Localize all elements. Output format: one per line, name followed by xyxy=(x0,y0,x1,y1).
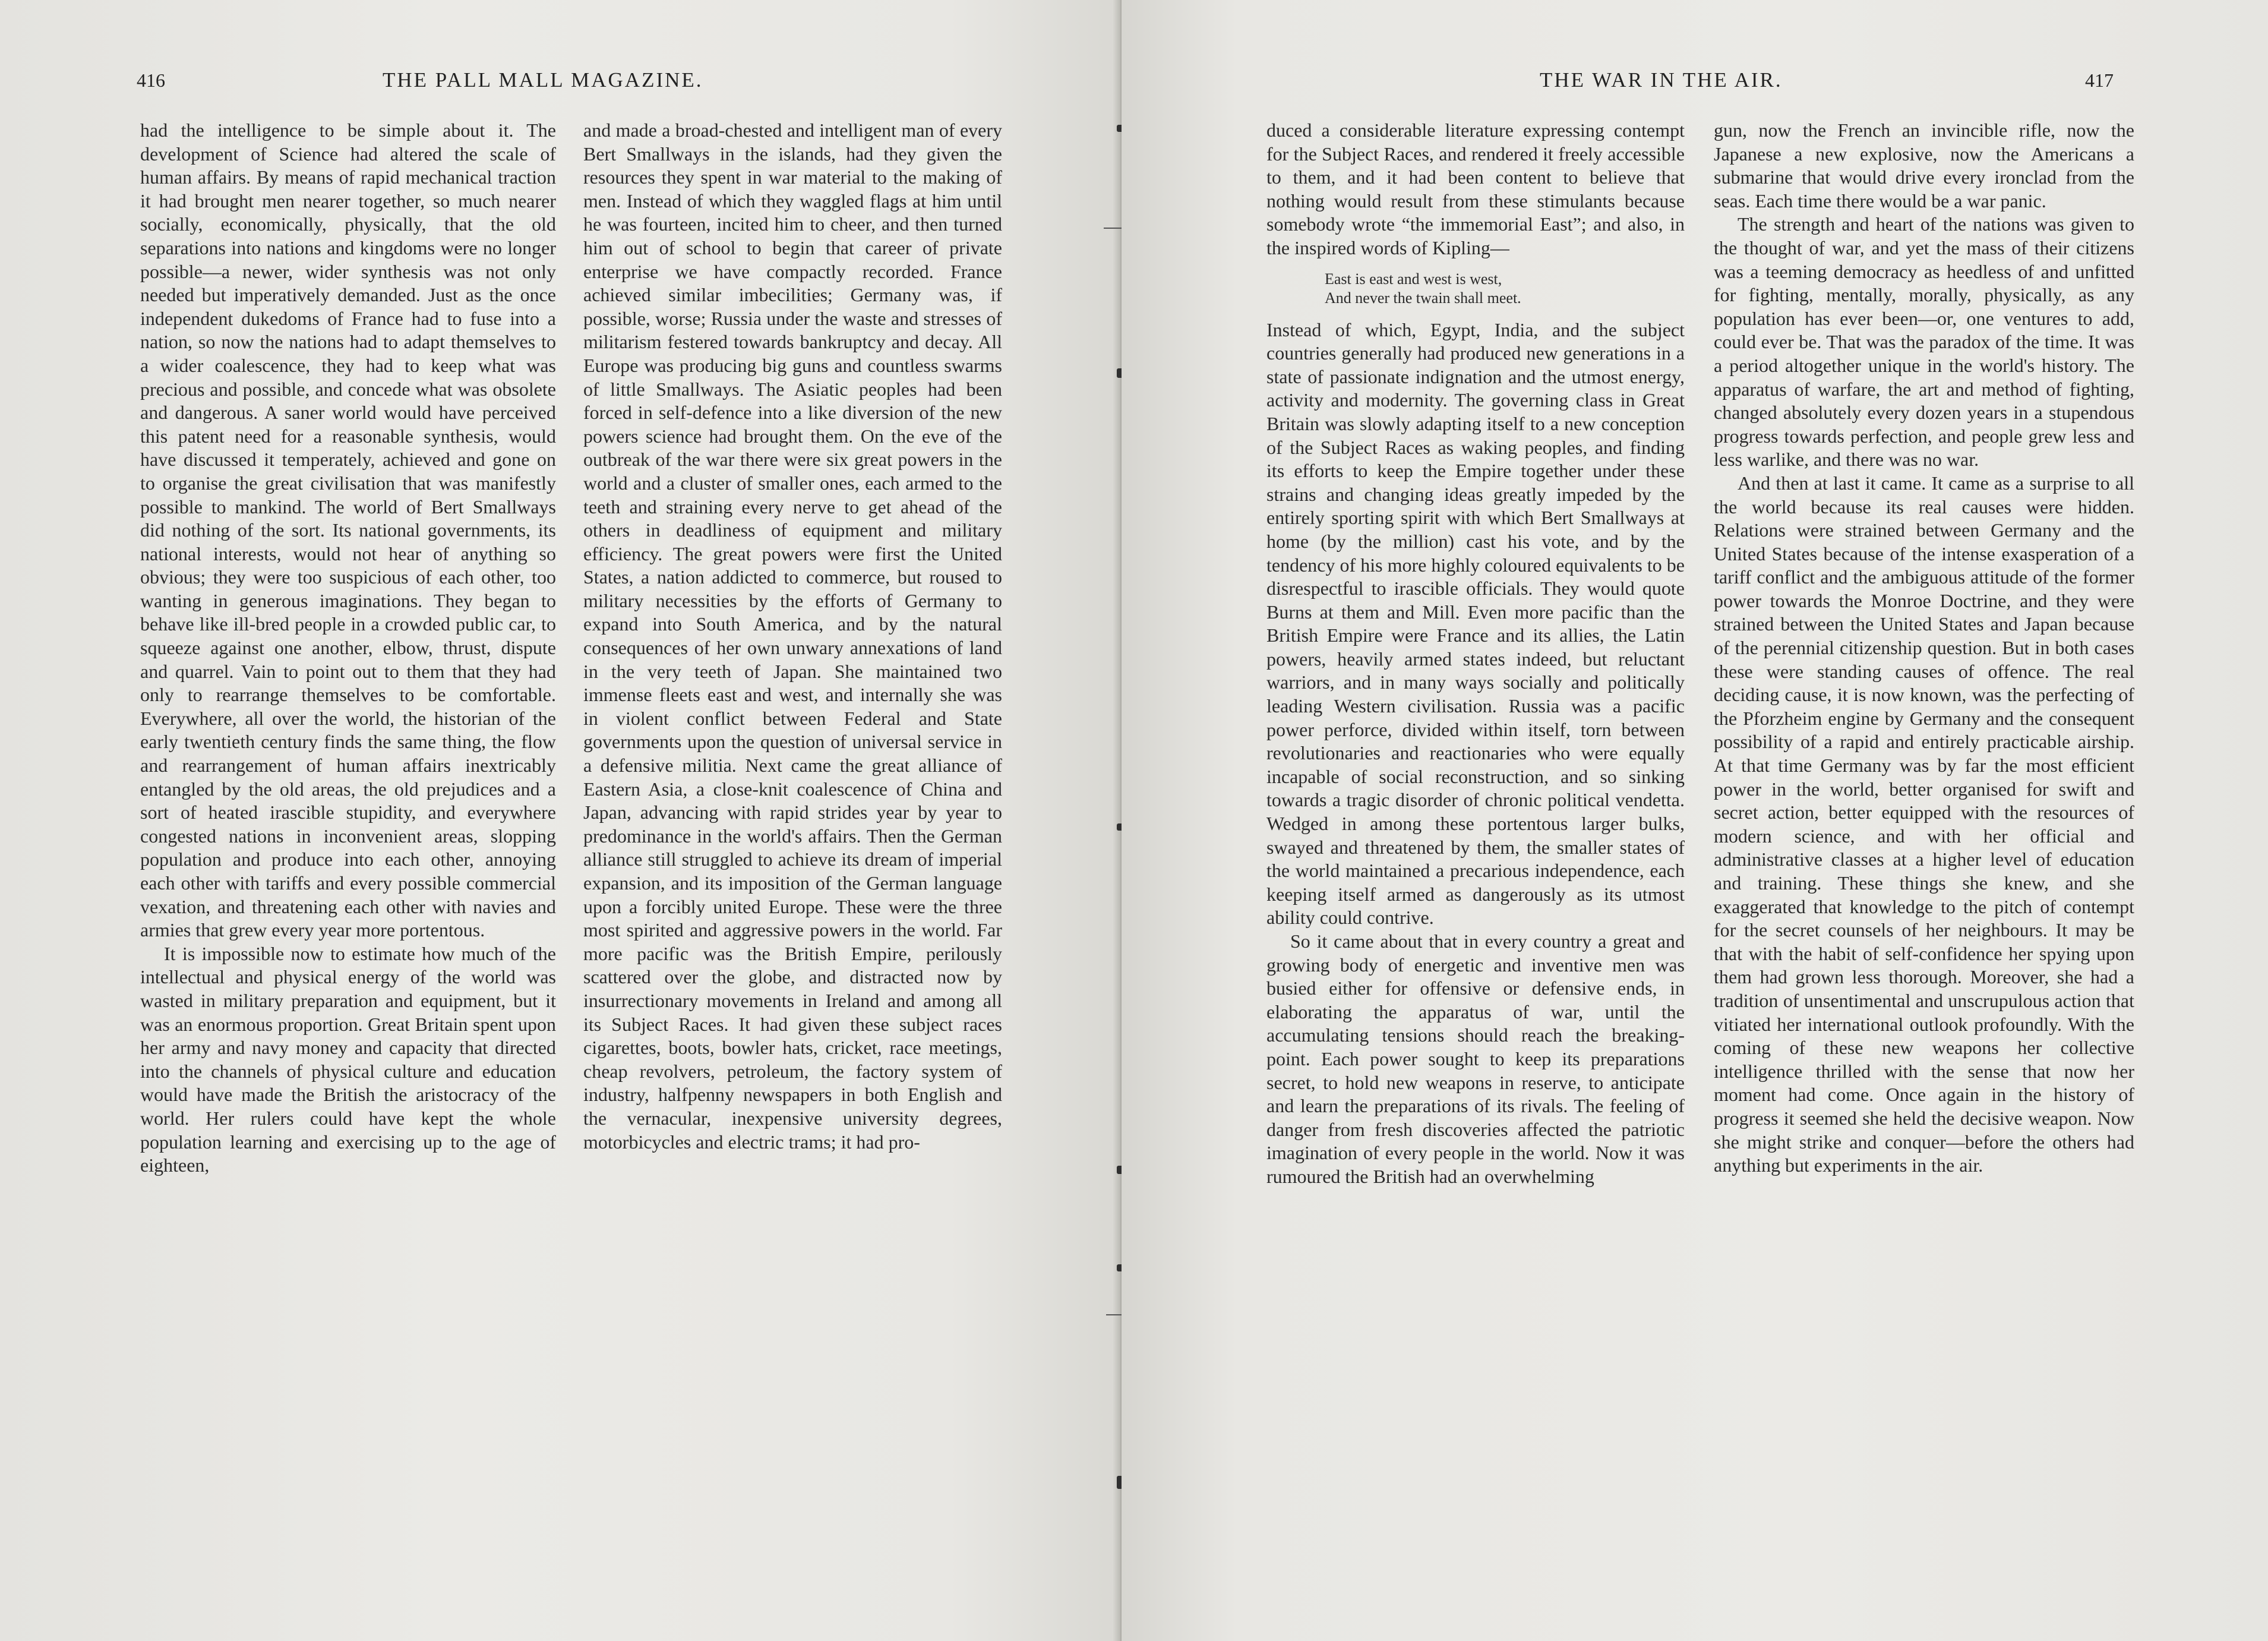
paragraph: duced a considerable literature expressing contempt for the Subject Races, and rendered it freely accessible to them, and it had been content to believe that nothing would result from these stimulants because somebody wrote “the immemorial East”; and also, in the inspired words of Kipling— xyxy=(1266,119,1685,258)
right-page-number: 417 xyxy=(2085,70,2114,91)
left-page-number: 416 xyxy=(137,70,165,91)
paragraph: And then at last it came. It came as a surprise to all the world because its real causes were hidden. Relations were strained between Germany and the United States because of the intense exasperation of a tariff conflict and the ambiguous attitude of the former power towards the Monroe Doctrine, and they were strained between the United States and Japan because of the perennial citizenship question. But in both cases these were standing causes of offence. The real deciding cause, it is now known, was the perfecting of the Pforzheim engine by Germany and the consequent possibility of a rapid and entirely practicable airship. At that time Germany was by far the most efficient power in the world, better organised for swift and secret action, better equipped with the resources of modern science, and with her official and administrative classes at a higher level of education and training. These things she knew, and she exaggerated that knowledge to the pitch of contempt for the secret counsels of her neighbours. It may be that with the habit of self-confidence her spying upon them had grown less thorough. Moreover, she had a tradition of unsentimental and unscrupulous action that vitiated her international outlook profoundly. With the coming of these new weapons her collective intelligence thrilled with the sense that now her moment had come. Once again in the history of progress it seemed she held the decisive weapon. Now she might strike and conquer—before the others had anything but experiments in the air. xyxy=(1714,472,2134,1176)
paragraph: gun, now the French an invincible rifle, now the Japanese a new explosive, now the Americans a submarine that would drive every ironclad from the seas. Each time there would be a war panic. xyxy=(1714,119,2134,212)
paragraph: So it came about that in every country a great and growing body of energetic and inventive men was busied either for offensive or defensive ends, in elaborating the apparatus of war, until the accumulating tensions should reach the breaking-point. Each power sought to keep its preparations secret, to hold new weapons in reserve, to anticipate and learn the preparations of its rivals. The feeling of danger from fresh discoveries affected the patriotic imagination of every people in the world. Now it was rumoured the British had an overwhelming xyxy=(1266,930,1685,1187)
paragraph: The strength and heart of the nations was given to the thought of war, and yet the mass of their citizens was a teeming democracy as heedless of and unfitted for fighting, mentally, morally, physically, as any population has ever been—or, one ventures to add, could ever be. That was the paradox of the time. It was a period altogether unique in the world's history. The apparatus of warfare, the art and method of fighting, changed absolutely every dozen years in a stupendous progress towards perfection, and people grew less and less warlike, and there was no war. xyxy=(1714,213,2134,471)
paragraph: had the intelligence to be simple about it. The development of Science had altered the scale of human affairs. By means of rapid mechanical traction it had brought men nearer together, so much nearer socially, economically, physically, that the old separations into nations and kingdoms were no longer possible—a newer, wider synthesis was not only needed but imperatively demanded. Just as the once independent dukedoms of France had to fuse into a nation, so now the nations had to adapt themselves to a wider coalescence, they had to keep what was precious and possible, and concede what was obsolete and dangerous. A saner world would have perceived this patent need for a reasonable synthesis, would have discussed it temperately, achieved and gone on to organise the great civilisation that was manifestly possible to mankind. The world of Bert Smallways did nothing of the sort. Its national governments, its national interests, would not hear of anything so obvious; they were too suspicious of each other, too wanting in generous imaginations. They began to behave like ill-bred people in a crowded public car, to squeeze against one another, elbow, thrust, dispute and quarrel. Vain to point out to them that they had only to rearrange themselves to be comfortable. Everywhere, all over the world, the historian of the early twentieth century finds the same thing, the flow and rearrangement of human affairs inextricably entangled by the old areas, the old prejudices and a sort of heated irascible stupidity, and everywhere congested nations in inconvenient areas, slopping population and produce into each other, annoying each other with tariffs and every possible commercial vexation, and threatening each other with navies and armies that grew every year more portentous. xyxy=(140,119,556,941)
left-column-1 xyxy=(140,119,556,1178)
right-running-head: THE WAR IN THE AIR. xyxy=(1540,68,1783,91)
left-column-2 xyxy=(583,119,1002,1154)
paragraph: Instead of which, Egypt, India, and the subject countries generally had produced new generations in a state of passionate indignation and the utmost energy, activity and modernity. The governing class in Great Britain was slowly adapting itself to a new conception of the Subject Races as waking peoples, and finding its efforts to keep the Empire together under these strains and changing ideas greatly impeded by the entirely sporting spirit with which Bert Smallways at home (by the million) cast his vote, and by the tendency of his more highly coloured equivalents to be disrespectful to irascible officials. They would quote Burns at them and Mill. Even more pacific than the British Empire were France and its allies, the Latin powers, heavily armed states indeed, but reluctant warriors, and in many ways socially and politically leading Western civilisation. Russia was a pacific power perforce, divided within itself, torn between revolutionaries and reactionaries who were equally incapable of social reconstruction, and so sinking towards a tragic disorder of chronic political vendetta. Wedged in among these portentous larger bulks, swayed and threatened by them, the smaller states of the world maintained a precarious independence, each keeping itself armed as dangerously as its utmost ability could contrive. xyxy=(1266,318,1685,929)
right-page xyxy=(1122,0,2268,1641)
verse-line: East is east and west is west, xyxy=(1325,270,1502,288)
left-page xyxy=(0,0,1117,1641)
right-column-2 xyxy=(1714,119,2134,1178)
kipling-quote xyxy=(1325,270,1685,308)
right-column-1 xyxy=(1266,119,1685,1189)
left-running-head: THE PALL MALL MAGAZINE. xyxy=(383,68,703,91)
verse-line: And never the twain shall meet. xyxy=(1325,289,1521,307)
paragraph: It is impossible now to estimate how much of the intellectual and physical energy of the world was wasted in military preparation and equipment, but it was an enormous proportion. Great Britain spent upon her army and navy money and capacity that directed into the channels of physical culture and education would have made the British the aristocracy of the world. Her rulers could have kept the whole population learning and exercising up to the age of eighteen, xyxy=(140,942,556,1176)
paragraph: and made a broad-chested and intelligent man of every Bert Smallways in the islands, had they given the resources they spent in war material to the making of men. Instead of which they waggled flags at him until he was fourteen, incited him to cheer, and then turned him out of school to begin that career of private enterprise we have compactly recorded. France achieved similar imbecilities; Germany was, if possible, worse; Russia under the waste and stresses of militarism festered towards bankruptcy and decay. All Europe was producing big guns and countless swarms of little Smallways. The Asiatic peoples had been forced in self-defence into a like diversion of the new powers science had brought them. On the eve of the outbreak of the war there were six great powers in the world and a cluster of smaller ones, each armed to the teeth and straining every nerve to get ahead of the others in deadliness of equipment and military efficiency. The great powers were first the United States, a nation addicted to commerce, but roused to military necessities by the efforts of Germany to expand into South America, and by the natural consequences of her own unwary annexations of land in the very teeth of Japan. She maintained two immense fleets east and west, and internally she was in violent conflict between Federal and State governments upon the question of universal service in a defensive militia. Next came the great alliance of Eastern Asia, a close-knit coalescence of China and Japan, advancing with rapid strides year by year to predominance in the world's affairs. Then the German alliance still struggled to achieve its dream of imperial expansion, and its imposition of the German language upon a forcibly united Europe. These were the three most spirited and aggressive powers in the world. Far more pacific was the British Empire, perilously scattered over the globe, and distracted now by insurrectionary movements in Ireland and among all its Subject Races. It had given these subject races cigarettes, boots, bowler hats, cricket, race meetings, cheap revolvers, petroleum, the factory system of industry, halfpenny newspapers in both English and the vernacular, inexpensive university degrees, motorbicycles and electric trams; it had pro- xyxy=(583,119,1002,1153)
